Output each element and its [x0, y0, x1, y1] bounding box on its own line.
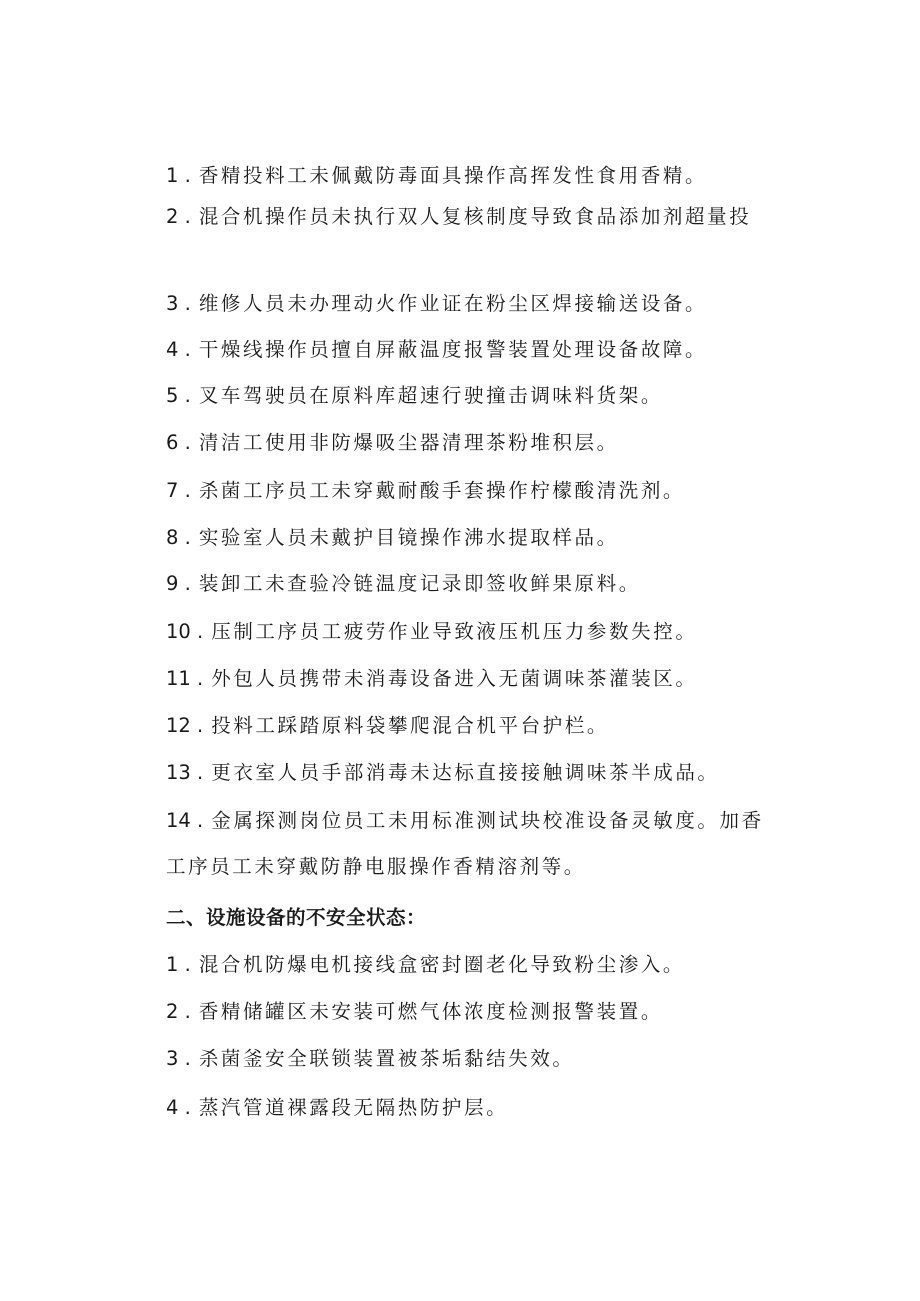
list-item: 9 . 装卸工未查验冷链温度记录即签收鲜果原料。	[166, 572, 641, 595]
list-item: 12 . 投料工踩踏原料袋攀爬混合机平台护栏。	[166, 714, 610, 737]
list-item: 3 . 维修人员未办理动火作业证在粉尘区焊接输送设备。	[166, 292, 708, 315]
list-item: 5 . 叉车驾驶员在原料库超速行驶撞击调味料货架。	[166, 384, 663, 407]
list-item: 10 . 压制工序员工疲劳作业导致液压机压力参数失控。	[166, 620, 698, 643]
list-item-continuation: 工序员工未穿戴防静电服操作香精溶剂等。	[166, 855, 586, 878]
list-item: 1 . 混合机防爆电机接线盒密封圈老化导致粉尘渗入。	[166, 953, 686, 976]
list-item: 13 . 更衣室人员手部消毒未达标直接接触调味茶半成品。	[166, 761, 720, 784]
list-item: 6 . 清洁工使用非防爆吸尘器清理茶粉堆积层。	[166, 431, 619, 454]
list-item: 7 . 杀菌工序员工未穿戴耐酸手套操作柠檬酸清洗剂。	[166, 479, 686, 502]
list-item: 2 . 混合机操作员未执行双人复核制度导致食品添加剂超量投	[166, 205, 752, 228]
list-item: 11 . 外包人员携带未消毒设备进入无菌调味茶灌装区。	[166, 667, 698, 690]
list-item: 4 . 蒸汽管道裸露段无隔热防护层。	[166, 1096, 509, 1119]
list-item: 3 . 杀菌釜安全联锁装置被茶垢黏结失效。	[166, 1047, 575, 1070]
list-item: 2 . 香精储罐区未安装可燃气体浓度检测报警装置。	[166, 1000, 663, 1023]
list-item: 14 . 金属探测岗位员工未用标准测试块校准设备灵敏度。加香	[166, 809, 764, 832]
list-item: 4 . 干燥线操作员擅自屏蔽温度报警装置处理设备故障。	[166, 338, 708, 361]
list-item: 1 . 香精投料工未佩戴防毒面具操作高挥发性食用香精。	[166, 164, 708, 187]
section-heading: 二、设施设备的不安全状态：	[166, 906, 427, 929]
list-item: 8 . 实验室人员未戴护目镜操作沸水提取样品。	[166, 526, 619, 549]
